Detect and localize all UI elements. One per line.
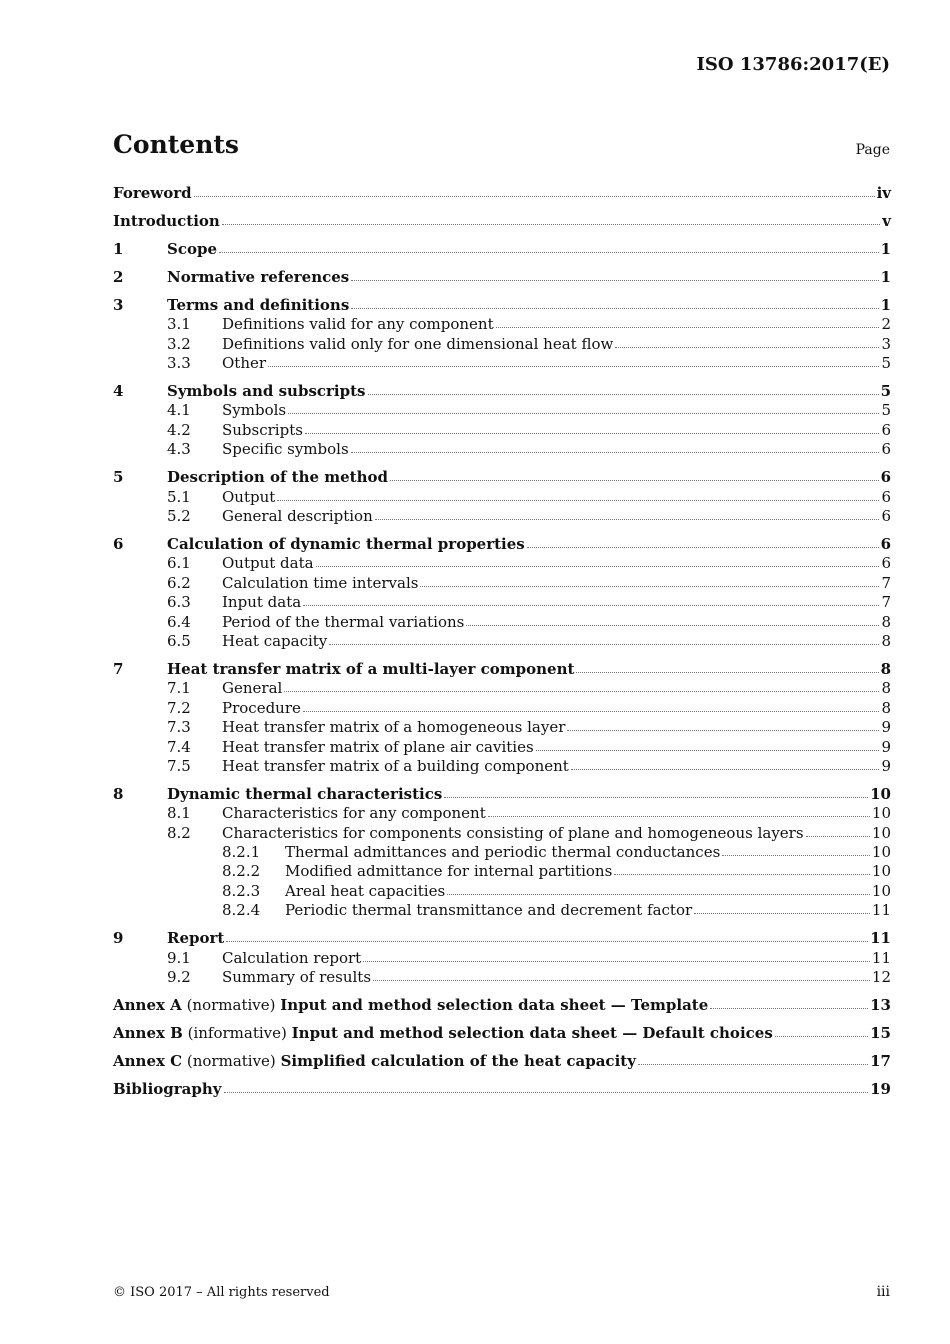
toc-entry-title — [113, 1080, 222, 1099]
dot-leader — [615, 335, 879, 348]
toc-entry[interactable] — [113, 632, 891, 651]
dot-leader — [694, 901, 870, 914]
toc-entry-title-part: General description — [222, 507, 373, 526]
toc-entry-body — [222, 632, 891, 651]
toc-entry-body — [222, 593, 891, 612]
toc-entry-number: 7 — [113, 659, 124, 678]
toc-entry-title-part: Bibliography — [113, 1079, 222, 1098]
toc-entry-number: 9 — [113, 929, 124, 948]
toc-entry-title-part: Simplified calculation of the heat capacity — [280, 1051, 636, 1070]
toc-entry-page: 2 — [881, 315, 891, 334]
toc-entry-number: 8.2.2 — [222, 862, 261, 881]
toc-entry-page: 5 — [880, 382, 891, 401]
toc-entry[interactable] — [113, 421, 891, 440]
toc-entry-body — [113, 1080, 891, 1099]
toc-entry-title-part: Procedure — [222, 698, 301, 717]
toc-entry-title-part: Characteristics for any component — [222, 804, 486, 823]
toc-entry-page: 6 — [880, 535, 891, 554]
toc-entry[interactable] — [113, 996, 891, 1015]
toc-entry-title-part: Annex A — [113, 995, 182, 1014]
toc-entry-title-part: Modified admittance for internal partitions — [285, 862, 613, 881]
toc-entry-title — [222, 315, 494, 334]
toc-entry-number: 9.2 — [167, 968, 191, 986]
toc-entry-title — [222, 824, 804, 843]
toc-entry-title — [167, 268, 349, 287]
toc-entry-body — [222, 574, 891, 593]
toc-entry-number: 4.3 — [167, 440, 191, 459]
toc-entry-body — [222, 613, 891, 632]
toc-entry-title-part: Definitions valid only for one dimensional heat flow — [222, 334, 614, 353]
toc-entry[interactable] — [113, 718, 891, 737]
toc-entry[interactable] — [113, 212, 891, 231]
toc-entry-body — [222, 718, 891, 737]
toc-entry[interactable] — [113, 699, 891, 718]
toc-entry-title-part: Specific symbols — [222, 440, 349, 459]
toc-entry-title — [285, 862, 612, 881]
toc-entry-title-part: General — [222, 679, 283, 698]
toc-entry-title-part: Terms and definitions — [167, 295, 350, 314]
toc-entry-title — [222, 354, 266, 373]
toc-entry[interactable] — [113, 354, 891, 373]
dot-leader — [806, 824, 870, 837]
toc-entry-number: 3.2 — [167, 334, 191, 353]
dot-leader — [268, 354, 879, 367]
dot-leader — [496, 315, 880, 328]
toc-entry-title — [222, 699, 301, 718]
dot-leader — [447, 882, 870, 895]
toc-entry-body — [167, 535, 891, 554]
dot-leader — [284, 679, 879, 692]
toc-entry-title — [167, 382, 366, 401]
toc-entry-title-part: Input and method selection data sheet — Default choices — [291, 1023, 773, 1042]
toc-entry-title — [113, 212, 220, 231]
toc-entry-title-part: Calculation of dynamic thermal properties — [167, 535, 525, 554]
toc-entry-page: 19 — [870, 1079, 891, 1098]
toc-entry-page: 8 — [881, 679, 891, 698]
toc-entry-number: 1 — [113, 239, 124, 258]
table-of-contents — [113, 184, 891, 1099]
dot-leader — [224, 1080, 869, 1093]
toc-entry-page: 8 — [881, 698, 891, 717]
toc-entry-number: 6.1 — [167, 554, 191, 573]
toc-entry-title-part: Scope — [167, 239, 218, 258]
toc-entry-title — [113, 996, 708, 1015]
toc-entry-page: iv — [876, 184, 891, 202]
toc-entry-number: 8.2 — [167, 823, 191, 842]
toc-entry-body — [113, 1052, 891, 1071]
toc-entry-number: 6.4 — [167, 612, 191, 631]
toc-entry[interactable] — [113, 949, 891, 968]
toc-entry-title — [113, 1052, 636, 1071]
dot-leader — [351, 268, 878, 281]
toc-entry-title — [167, 785, 442, 804]
dot-leader — [226, 929, 868, 942]
toc-entry-number: 7.5 — [167, 756, 191, 775]
toc-entry-title-part: Dynamic thermal characteristics — [167, 784, 443, 803]
toc-entry[interactable] — [113, 679, 891, 698]
toc-entry-number: 6.2 — [167, 573, 191, 592]
dot-leader — [488, 804, 870, 817]
toc-entry[interactable] — [113, 804, 891, 823]
toc-entry-body — [222, 488, 891, 507]
page-number: iii — [876, 1284, 890, 1300]
toc-entry[interactable] — [113, 1052, 891, 1071]
dot-leader — [303, 699, 880, 712]
toc-entry-title — [222, 440, 349, 459]
toc-entry[interactable] — [113, 296, 891, 315]
toc-entry-page: 1 — [880, 295, 891, 314]
toc-entry-title-part: Foreword — [113, 184, 192, 202]
toc-entry-title — [222, 804, 486, 823]
dot-leader — [536, 738, 880, 751]
toc-entry-page: 15 — [870, 1023, 891, 1042]
toc-entry-title — [167, 535, 525, 554]
toc-entry-page: 11 — [871, 901, 891, 920]
toc-entry-title — [285, 843, 720, 862]
toc-entry-body — [222, 804, 891, 823]
toc-entry-page: 7 — [881, 593, 891, 612]
toc-entry-number: 8.2.1 — [222, 843, 261, 862]
toc-entry-page: 8 — [881, 631, 891, 650]
toc-entry-page: 11 — [871, 948, 891, 967]
toc-entry[interactable] — [113, 268, 891, 287]
toc-entry-number: 9.1 — [167, 948, 191, 967]
toc-entry[interactable] — [113, 535, 891, 554]
toc-entry-number: 3.3 — [167, 354, 191, 373]
toc-entry-title-part: Definitions valid for any component — [222, 315, 494, 334]
toc-entry-number: 5 — [113, 468, 124, 487]
toc-entry-title — [222, 593, 301, 612]
toc-entry-body — [222, 949, 891, 968]
toc-entry-number: 5.2 — [167, 507, 191, 526]
toc-entry-body — [285, 901, 891, 920]
toc-entry-body — [167, 240, 891, 259]
toc-entry-page: 12 — [871, 968, 891, 986]
toc-entry-title-part: Heat transfer matrix of a building component — [222, 756, 569, 775]
toc-entry-number: 4 — [113, 382, 124, 401]
toc-entry-title-part: Calculation time intervals — [222, 573, 419, 592]
toc-entry-title — [222, 421, 303, 440]
toc-entry-title-part: Output data — [222, 554, 314, 573]
toc-entry-page: 6 — [881, 420, 891, 439]
toc-entry-body — [167, 785, 891, 804]
dot-leader — [194, 184, 875, 197]
toc-entry-page: 9 — [881, 718, 891, 737]
toc-entry-page: 3 — [881, 334, 891, 353]
toc-entry-title — [222, 632, 327, 651]
toc-entry[interactable] — [113, 507, 891, 526]
toc-entry[interactable] — [113, 468, 891, 487]
toc-entry-body — [222, 401, 891, 420]
toc-entry-page: 6 — [881, 487, 891, 506]
toc-entry-body — [222, 421, 891, 440]
toc-entry-page: 17 — [870, 1051, 891, 1070]
toc-entry-page: 5 — [881, 354, 891, 373]
toc-entry-title — [222, 949, 361, 968]
dot-leader — [775, 1024, 868, 1037]
toc-entry-title — [285, 882, 445, 901]
toc-entry[interactable] — [113, 660, 891, 679]
copyright-notice: © ISO 2017 – All rights reserved — [113, 1285, 330, 1300]
toc-entry-body — [222, 824, 891, 843]
toc-entry-body — [113, 996, 891, 1015]
dot-leader — [576, 660, 878, 673]
toc-entry-title-part: Summary of results — [222, 968, 372, 986]
toc-entry-title-part: Symbols — [222, 401, 287, 420]
toc-entry-page: 7 — [881, 573, 891, 592]
toc-entry-title-part: Input data — [222, 593, 302, 612]
toc-entry[interactable] — [113, 315, 891, 334]
dot-leader — [373, 968, 870, 981]
dot-leader — [390, 468, 879, 481]
toc-entry[interactable] — [113, 184, 891, 203]
toc-entry-body — [222, 738, 891, 757]
toc-entry-page: 1 — [880, 239, 891, 258]
toc-entry-page: 5 — [881, 401, 891, 420]
toc-entry[interactable] — [113, 882, 891, 901]
toc-entry-title — [167, 468, 388, 487]
dot-leader — [363, 949, 870, 962]
dot-leader — [219, 240, 879, 253]
toc-entry-title-part: Heat transfer matrix of a multi-layer component — [167, 659, 575, 678]
dot-leader — [222, 212, 880, 225]
toc-entry-title-part: (normative) — [182, 1051, 281, 1070]
toc-entry-title-part: Subscripts — [222, 420, 303, 439]
toc-entry-page: 10 — [871, 862, 891, 881]
dot-leader — [351, 296, 878, 309]
toc-entry-page: 9 — [881, 737, 891, 756]
toc-entry-page: 8 — [880, 659, 891, 678]
toc-entry-title-part: Symbols and subscripts — [167, 382, 366, 401]
toc-entry-page: v — [882, 211, 891, 230]
document-id: ISO 13786:2017(E) — [696, 54, 890, 75]
dot-leader — [351, 440, 880, 453]
toc-entry-title — [222, 968, 371, 987]
toc-entry-body — [222, 315, 891, 334]
toc-entry-page: 6 — [881, 440, 891, 459]
toc-entry-page: 9 — [881, 756, 891, 775]
toc-entry[interactable] — [113, 440, 891, 459]
toc-entry-title-part: Heat transfer matrix of plane air cavities — [222, 737, 534, 756]
toc-entry-title — [222, 718, 565, 737]
toc-entry-body — [222, 440, 891, 459]
toc-entry-number: 3 — [113, 295, 124, 314]
toc-entry[interactable] — [113, 785, 891, 804]
toc-entry-title-part: (normative) — [181, 995, 281, 1014]
toc-entry-body — [113, 1024, 891, 1043]
toc-entry-body — [222, 335, 891, 354]
toc-entry-page: 13 — [870, 995, 891, 1014]
dot-leader — [288, 401, 879, 414]
toc-entry[interactable] — [113, 1080, 891, 1099]
toc-entry-title — [222, 738, 534, 757]
toc-entry[interactable] — [113, 843, 891, 862]
dot-leader — [527, 535, 879, 548]
toc-entry[interactable] — [113, 824, 891, 843]
toc-entry-number: 8.2.4 — [222, 901, 261, 920]
toc-entry-page: 11 — [870, 929, 891, 948]
toc-entry-title — [113, 1024, 773, 1043]
dot-leader — [368, 382, 879, 395]
toc-entry[interactable] — [113, 968, 891, 987]
toc-entry[interactable] — [113, 401, 891, 420]
toc-entry-number: 4.1 — [167, 401, 191, 420]
toc-entry-title — [222, 757, 569, 776]
dot-leader — [722, 843, 870, 856]
toc-entry-number: 7.3 — [167, 718, 191, 737]
toc-entry-title — [113, 184, 192, 203]
toc-entry-title-part: Areal heat capacities — [285, 881, 446, 900]
toc-entry[interactable] — [113, 593, 891, 612]
toc-entry-title-part: Description of the method — [167, 468, 389, 487]
toc-entry[interactable] — [113, 757, 891, 776]
toc-entry-title — [222, 574, 418, 593]
toc-entry-title-part: Introduction — [113, 211, 220, 230]
toc-entry-page: 10 — [871, 881, 891, 900]
toc-entry-title — [222, 507, 373, 526]
toc-entry-title-part: Heat capacity — [222, 631, 328, 650]
toc-entry-number: 4.2 — [167, 420, 191, 439]
toc-entry-page: 1 — [880, 267, 891, 286]
page-column-label: Page — [855, 142, 890, 158]
dot-leader — [316, 554, 880, 567]
toc-entry-title — [167, 296, 349, 315]
toc-entry-title-part: Annex B — [113, 1023, 183, 1042]
toc-entry-number: 8.2.3 — [222, 881, 261, 900]
toc-entry[interactable] — [113, 929, 891, 948]
toc-entry-title — [167, 660, 574, 679]
toc-entry-body — [285, 882, 891, 901]
toc-entry-body — [222, 699, 891, 718]
toc-entry-title — [222, 554, 314, 573]
toc-entry-title — [222, 488, 275, 507]
toc-entry-body — [285, 862, 891, 881]
toc-entry-body — [167, 382, 891, 401]
dot-leader — [614, 862, 870, 875]
toc-entry-title-part: Period of the thermal variations — [222, 612, 465, 631]
toc-entry[interactable] — [113, 240, 891, 259]
toc-entry-number: 5.1 — [167, 487, 191, 506]
dot-leader — [277, 488, 879, 501]
dot-leader — [329, 632, 879, 645]
toc-entry-page: 10 — [870, 784, 891, 803]
toc-entry-title-part: Characteristics for components consisting of plane and homogeneous layers — [222, 823, 804, 842]
toc-entry-body — [222, 968, 891, 987]
toc-entry-title — [222, 401, 286, 420]
toc-entry-body — [113, 184, 891, 203]
toc-entry-body — [285, 843, 891, 862]
toc-entry-body — [167, 468, 891, 487]
toc-entry-body — [113, 212, 891, 231]
toc-entry-number: 6.3 — [167, 593, 191, 612]
toc-entry-title-part: Heat transfer matrix of a homogeneous layer — [222, 718, 566, 737]
dot-leader — [303, 593, 879, 606]
toc-entry-page: 6 — [880, 468, 891, 487]
toc-entry-title-part: Input and method selection data sheet — Template — [280, 995, 709, 1014]
dot-leader — [375, 507, 880, 520]
toc-entry-body — [167, 296, 891, 315]
toc-entry-title-part: Report — [167, 929, 225, 948]
dot-leader — [305, 421, 880, 434]
toc-entry-page: 6 — [881, 507, 891, 526]
toc-entry-number: 3.1 — [167, 315, 191, 334]
toc-entry[interactable] — [113, 901, 891, 920]
toc-entry-title-part: Other — [222, 354, 267, 373]
toc-entry-body — [167, 929, 891, 948]
toc-entry-number: 6 — [113, 535, 124, 554]
toc-entry-title — [222, 335, 613, 354]
toc-entry-number: 7.4 — [167, 737, 191, 756]
toc-entry-body — [167, 660, 891, 679]
dot-leader — [444, 785, 868, 798]
page-title: Contents — [113, 130, 240, 159]
toc-entry-title-part: Normative references — [167, 267, 350, 286]
toc-entry-body — [222, 554, 891, 573]
toc-entry-title — [167, 929, 224, 948]
toc-entry[interactable] — [113, 1024, 891, 1043]
toc-entry-page: 6 — [881, 554, 891, 573]
toc-entry-title-part: (informative) — [182, 1023, 292, 1042]
toc-entry-number: 8 — [113, 784, 124, 803]
toc-entry[interactable] — [113, 335, 891, 354]
toc-entry-title — [222, 679, 282, 698]
toc-entry-number: 8.1 — [167, 804, 191, 823]
toc-entry-title — [167, 240, 217, 259]
toc-entry-body — [222, 507, 891, 526]
dot-leader — [420, 574, 879, 587]
dot-leader — [710, 996, 868, 1009]
toc-entry-body — [222, 757, 891, 776]
toc-entry-title-part: Periodic thermal transmittance and decrement factor — [285, 901, 693, 920]
dot-leader — [571, 757, 880, 770]
toc-entry-body — [222, 354, 891, 373]
toc-entry-number: 7.1 — [167, 679, 191, 698]
toc-entry-body — [167, 268, 891, 287]
toc-entry-page: 10 — [871, 843, 891, 862]
toc-entry-title-part: Annex C — [113, 1051, 183, 1070]
toc-entry-page: 10 — [871, 804, 891, 823]
toc-entry-title — [285, 901, 692, 920]
toc-entry-page: 10 — [871, 823, 891, 842]
toc-entry[interactable] — [113, 488, 891, 507]
toc-entry-title — [222, 613, 464, 632]
toc-entry[interactable] — [113, 382, 891, 401]
toc-entry-title-part: Calculation report — [222, 948, 362, 967]
toc-entry[interactable] — [113, 738, 891, 757]
toc-entry-number: 7.2 — [167, 698, 191, 717]
toc-entry-number: 2 — [113, 267, 124, 286]
toc-entry-page: 8 — [881, 612, 891, 631]
toc-entry-body — [222, 679, 891, 698]
dot-leader — [638, 1052, 868, 1065]
dot-leader — [466, 613, 879, 626]
toc-entry[interactable] — [113, 613, 891, 632]
toc-entry-number: 6.5 — [167, 631, 191, 650]
toc-entry[interactable] — [113, 574, 891, 593]
toc-entry-title-part: Thermal admittances and periodic thermal conductances — [285, 843, 721, 862]
toc-entry[interactable] — [113, 554, 891, 573]
dot-leader — [567, 718, 879, 731]
toc-entry[interactable] — [113, 862, 891, 881]
toc-entry-title-part: Output — [222, 487, 276, 506]
